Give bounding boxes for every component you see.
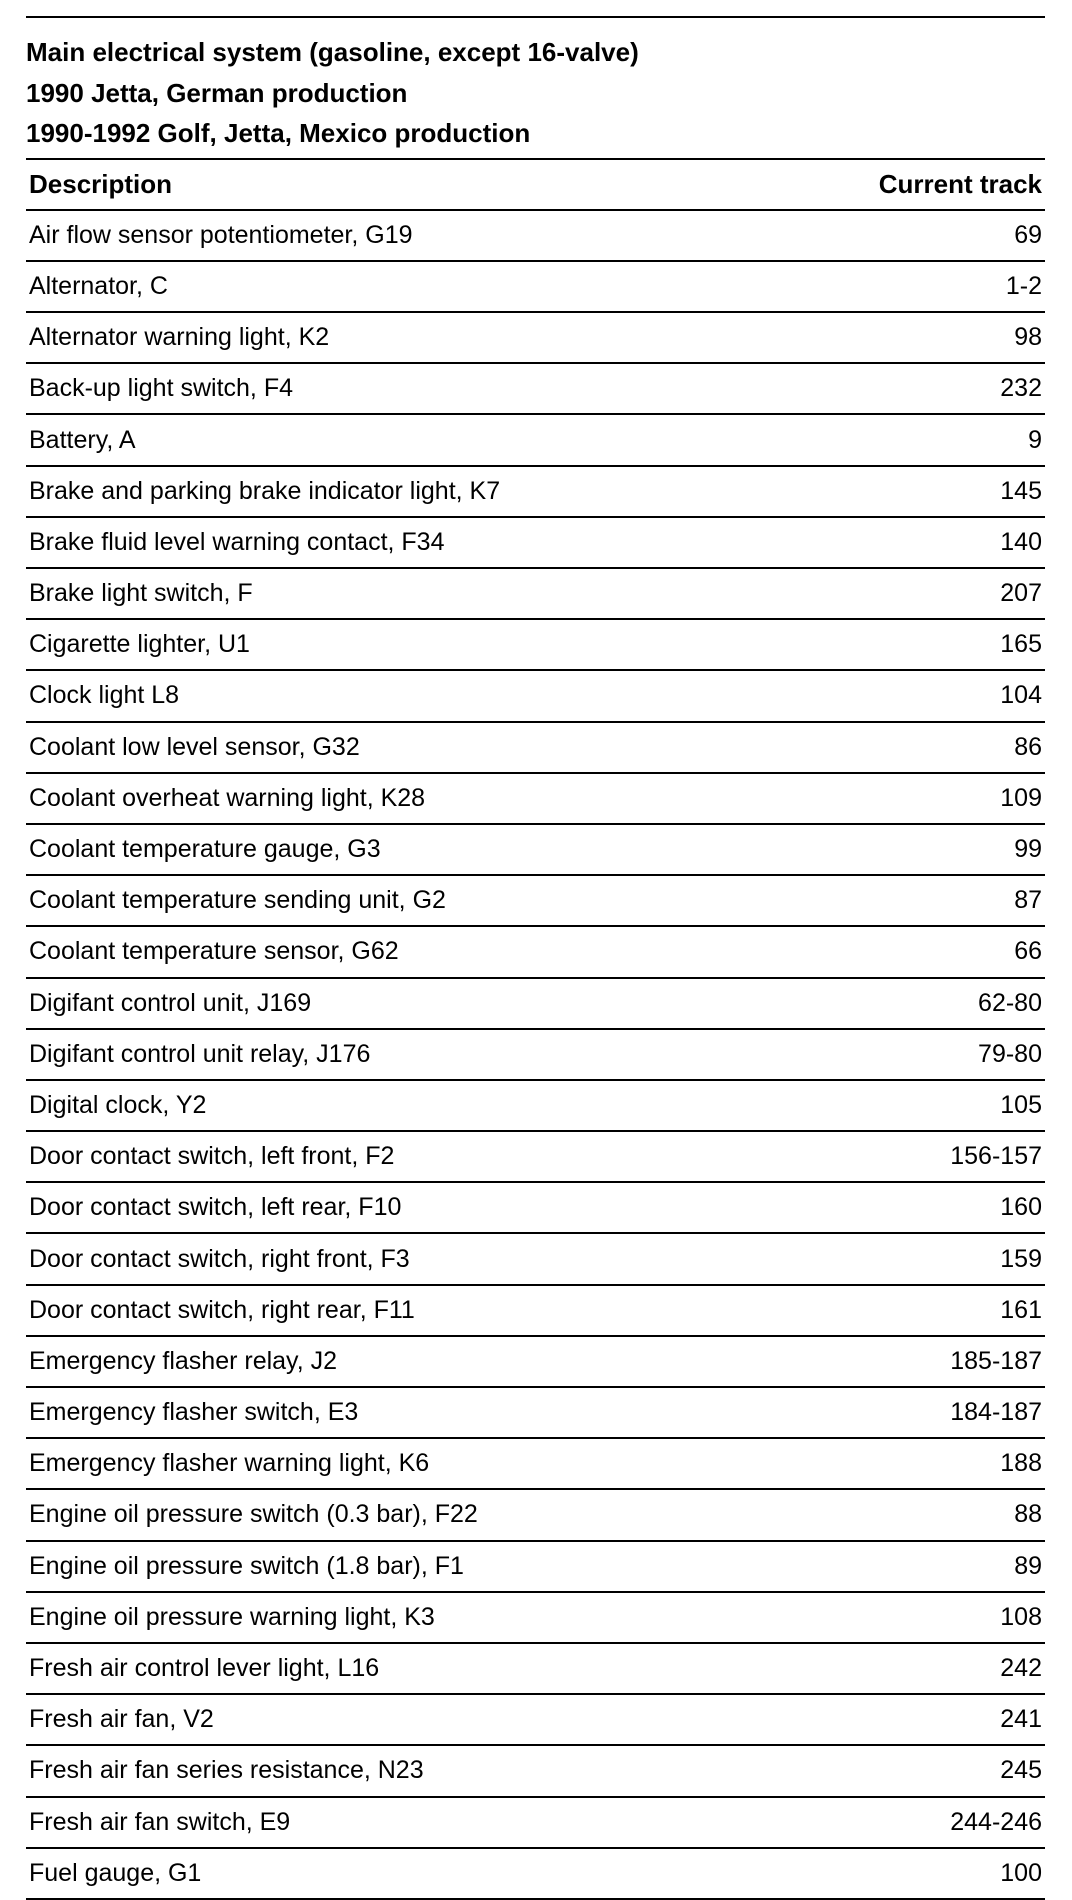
row-current-track: 99 [1014,835,1042,864]
row-description: Emergency flasher relay, J2 [29,1346,337,1375]
table-row [26,311,1045,362]
table-row [26,209,1045,260]
table-row [26,1130,1045,1181]
row-description: Brake fluid level warning contact, F34 [29,527,445,556]
document-page [26,16,1045,1900]
row-current-track: 98 [1014,323,1042,352]
row-description: Brake and parking brake indicator light, K7 [29,476,501,505]
table-row [26,1181,1045,1232]
row-current-track: 109 [1000,783,1042,812]
row-description: Engine oil pressure switch (0.3 bar), F22 [29,1500,478,1529]
row-description: Coolant temperature sending unit, G2 [29,886,446,915]
row-description: Digifant control unit, J169 [29,988,312,1017]
row-current-track: 1-2 [1005,271,1042,300]
row-current-track: 140 [1000,527,1042,556]
table-row [26,1540,1045,1591]
row-current-track: 159 [1000,1244,1042,1273]
table-row [26,772,1045,823]
table-row [26,874,1045,925]
table-body [26,209,1045,1898]
table-row [26,362,1045,413]
table-row [26,1693,1045,1744]
table-row [26,465,1045,516]
table-row [26,618,1045,669]
page-title: Main electrical system (gasoline, except 16-valve) [26,37,639,67]
row-current-track: 66 [1014,937,1042,966]
row-description: Digifant control unit relay, J176 [29,1039,371,1068]
page-subtitle: 1990 Jetta, German production [26,77,408,108]
row-current-track: 244-246 [950,1807,1042,1836]
table-row [26,1284,1045,1335]
row-description: Alternator, C [29,271,168,300]
row-description: Coolant low level sensor, G32 [29,732,360,761]
table-row [26,1386,1045,1437]
row-description: Digital clock, Y2 [29,1090,207,1119]
table-row [26,1847,1045,1898]
table-row [26,1028,1045,1079]
row-description: Emergency flasher warning light, K6 [29,1449,430,1478]
row-current-track: 62-80 [978,988,1042,1017]
table-row [26,516,1045,567]
row-description: Air flow sensor potentiometer, G19 [29,220,413,249]
row-current-track: 184-187 [950,1398,1042,1427]
table-row [26,1591,1045,1642]
row-description: Door contact switch, right rear, F11 [29,1295,415,1324]
row-description: Engine oil pressure warning light, K3 [29,1602,435,1631]
table-row [26,413,1045,464]
row-current-track: 86 [1014,732,1042,761]
column-header-current-track: Current track [878,168,1042,199]
row-description: Fresh air control lever light, L16 [29,1654,380,1683]
row-description: Coolant temperature gauge, G3 [29,835,381,864]
row-description: Back-up light switch, F4 [29,374,293,403]
row-current-track: 87 [1014,886,1042,915]
row-description: Brake light switch, F [29,579,253,608]
row-current-track: 100 [1000,1858,1042,1887]
row-current-track: 165 [1000,630,1042,659]
row-current-track: 188 [1000,1449,1042,1478]
table-row [26,260,1045,311]
row-current-track: 88 [1014,1500,1042,1529]
row-description: Fuel gauge, G1 [29,1858,202,1887]
row-description: Fresh air fan series resistance, N23 [29,1756,424,1785]
row-current-track: 104 [1000,681,1042,710]
table-row [26,669,1045,720]
table-row [26,1437,1045,1488]
row-description: Coolant overheat warning light, K28 [29,783,426,812]
table-row [26,567,1045,618]
row-current-track: 69 [1014,220,1042,249]
table-row [26,1642,1045,1693]
row-current-track: 89 [1014,1551,1042,1580]
row-current-track: 207 [1000,579,1042,608]
row-current-track: 156-157 [950,1142,1042,1171]
row-description: Fresh air fan, V2 [29,1705,214,1734]
row-current-track: 241 [1000,1705,1042,1734]
row-description: Door contact switch, left rear, F10 [29,1193,402,1222]
row-description: Door contact switch, right front, F3 [29,1244,410,1273]
row-current-track: 242 [1000,1654,1042,1683]
row-current-track: 105 [1000,1090,1042,1119]
row-description: Battery, A [29,425,136,454]
table-row [26,823,1045,874]
row-current-track: 108 [1000,1602,1042,1631]
row-description: Door contact switch, left front, F2 [29,1142,395,1171]
table-row [26,1079,1045,1130]
table-row [26,1488,1045,1539]
row-description: Emergency flasher switch, E3 [29,1398,359,1427]
column-header-description: Description [29,168,173,199]
row-description: Fresh air fan switch, E9 [29,1807,291,1836]
row-current-track: 245 [1000,1756,1042,1785]
row-current-track: 232 [1000,374,1042,403]
table-row [26,1232,1045,1283]
row-current-track: 160 [1000,1193,1042,1222]
row-description: Cigarette lighter, U1 [29,630,250,659]
row-description: Engine oil pressure switch (1.8 bar), F1 [29,1551,464,1580]
row-current-track: 145 [1000,476,1042,505]
title-block [26,18,1045,158]
table-row [26,721,1045,772]
row-current-track: 79-80 [978,1039,1042,1068]
table-row [26,1796,1045,1847]
row-description: Coolant temperature sensor, G62 [29,937,399,966]
table-row [26,1744,1045,1795]
table-header [26,158,1045,209]
table-row [26,1335,1045,1386]
row-current-track: 161 [1000,1295,1042,1324]
table-row [26,977,1045,1028]
row-current-track: 185-187 [950,1346,1042,1375]
table-row [26,925,1045,976]
page-subtitle: 1990-1992 Golf, Jetta, Mexico production [26,118,531,148]
row-description: Alternator warning light, K2 [29,323,330,352]
row-current-track: 9 [1028,425,1042,454]
row-description: Clock light L8 [29,681,180,710]
